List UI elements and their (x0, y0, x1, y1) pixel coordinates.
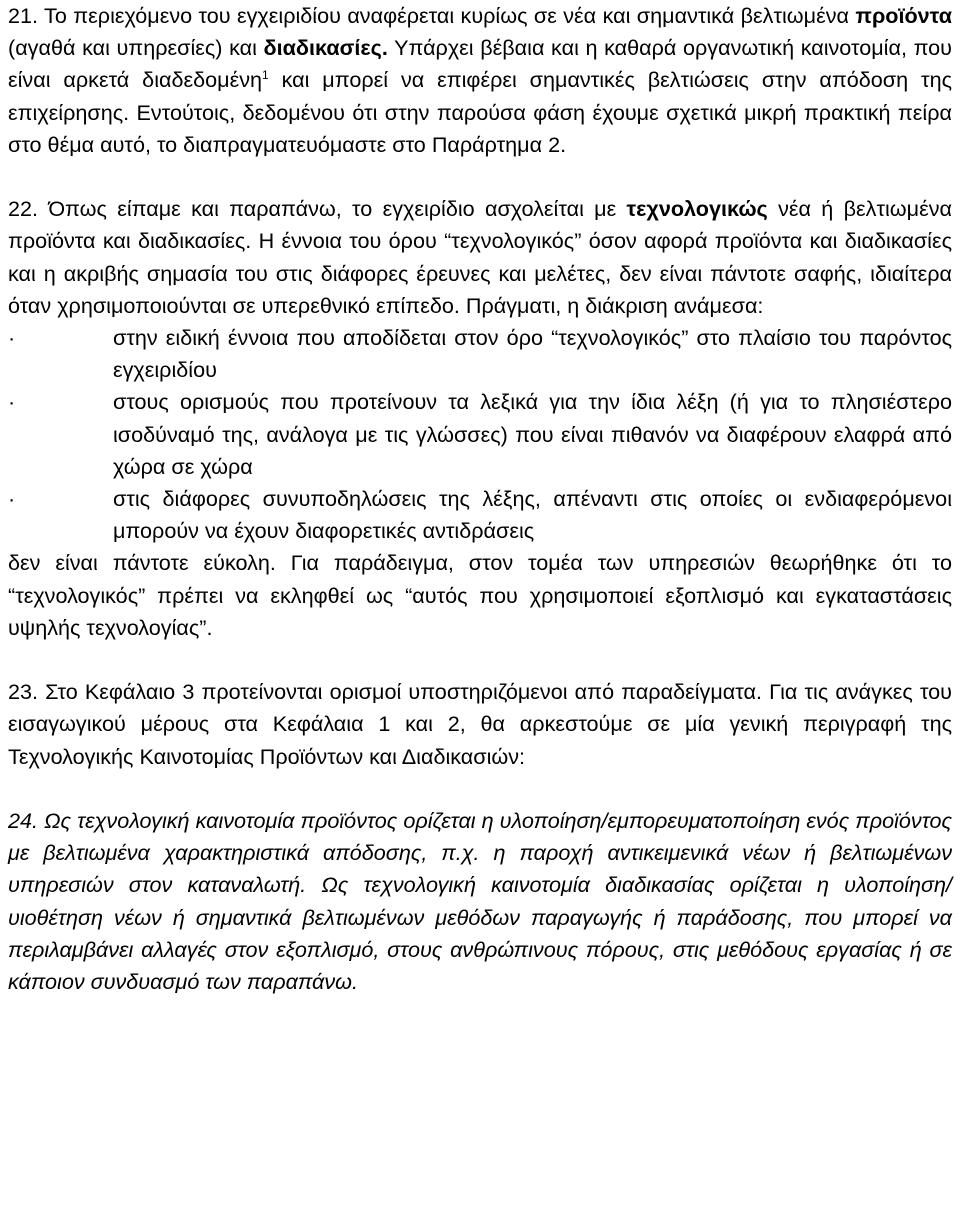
bullet-text: στους ορισμούς που προτείνουν τα λεξικά για την ίδια λέξη (ή για το πλησιέστερο ισοδύναμό της, ανάλογα με τις γλώσσες) που είναι πιθανόν να διαφέρουν ελαφρά από χώρα σε χώρα (113, 389, 952, 479)
bullet-text: στις διάφορες συνυποδηλώσεις της λέξης, απέναντι στις οποίες οι ενδιαφερόμενοι μπορούν να έχουν διαφορετικές αντιδράσεις (113, 486, 952, 544)
bullet-dot: · (8, 486, 16, 512)
paragraph-23: 23. Στο Κεφάλαιο 3 προτείνονται ορισμοί υποστηριζόμενοι από παραδείγματα. Για τις ανάγκες του εισαγωγικού μέρους στα Κεφάλαια 1 και 2, θα αρκεστούμε σε μία γενική περιγραφή της Τεχνολογικής Καινοτομίας Προϊόντων και Διαδικασιών: (8, 679, 952, 769)
bullet-dot: · (8, 325, 16, 351)
list-item (8, 386, 952, 483)
p21-text-a: 21. Το περιεχόμενο του εγχειριδίου αναφέρεται κυρίως σε νέα και σημαντικά βελτιωμένα (8, 3, 856, 28)
paragraph-22-continued: δεν είναι πάντοτε εύκολη. Για παράδειγμα, στον τομέα των υπηρεσιών θεωρήθηκε ότι το “τεχνολογικός” πρέπει να εκληφθεί ως “αυτός που χρησιμοποιεί εξοπλισμό και εγκαταστάσεις υψηλής τεχνολογίας”. (8, 550, 952, 640)
p21-text-c: (αγαθά και υπηρεσίες) και (8, 35, 264, 61)
paragraph-gap (8, 161, 952, 193)
p21-text-e: και μπορεί να επιφέρει σημαντικές βελτιώσεις στην απόδοση της επιχείρησης. Εντούτοις, δεδομένου ότι στην παρούσα φάση έχουμε σχετικά μικρή πρακτική πείρα στο θέμα αυτό, το διαπραγματευόμαστε στο Παράρτημα 2. (8, 67, 952, 157)
paragraph-21 (8, 0, 952, 161)
bullet-dot: · (8, 389, 16, 415)
p21-text-d: Υπάρχει βέβαια και η καθαρά οργανωτική καινοτομία, που είναι αρκετά διαδεδομένη (8, 35, 952, 93)
p21-bold-processes: διαδικασίες. (263, 35, 388, 61)
paragraph-gap (8, 773, 952, 805)
bullet-text: στην ειδική έννοια που αποδίδεται στον όρο “τεχνολογικός” στο πλαίσιο του παρόντος εγχειριδίου (113, 325, 952, 383)
p22-text-a: 22. Όπως είπαμε και παραπάνω, το εγχειρίδιο ασχολείται με (8, 196, 627, 222)
list-item (8, 322, 952, 386)
p22-bold-technologically: τεχνολογικώς (626, 196, 768, 222)
list-item (8, 483, 952, 547)
p21-bold-products: προϊόντα (855, 3, 952, 28)
paragraph-24: 24. Ως τεχνολογική καινοτομία προϊόντος ορίζεται η υλοποίηση/εμπορευματοποίηση ενός προϊόντος με βελτιωμένα χαρακτηριστικά απόδοσης, π.χ. η παροχή αντικειμενικά νέων ή βελτιωμένων υπηρεσιών στον καταναλωτή. Ως τεχνολογική καινοτομία διαδικασίας ορίζεται η υλοποίηση/υιοθέτηση νέων ή σημαντικά βελτιωμένων μεθόδων παραγωγής ή παράδοσης, που μπορεί να περιλαμβάνει αλλαγές στον εξοπλισμό, στους ανθρώπινους πόρους, στις μεθόδους εργασίας ή σε κάποιον συνδυασμό των παραπάνω. (8, 808, 952, 995)
bullet-list (8, 322, 952, 547)
footnote-marker[interactable]: 1 (262, 68, 269, 83)
p22-text-c: νέα ή βελτιωμένα προϊόντα και διαδικασίες. Η έννοια του όρου “τεχνολογικός” όσον αφορά προϊόντα και διαδικασίες και η ακριβής σημασία του στις διάφορες έρευνες και μελέτες, δεν είναι πάντοτε σαφής, ιδιαίτερα όταν χρησιμοποιούνται σε υπερεθνικό επίπεδο. Πράγματι, η διάκριση ανάμεσα: (8, 196, 952, 318)
paragraph-22 (8, 193, 952, 322)
paragraph-gap (8, 644, 952, 676)
